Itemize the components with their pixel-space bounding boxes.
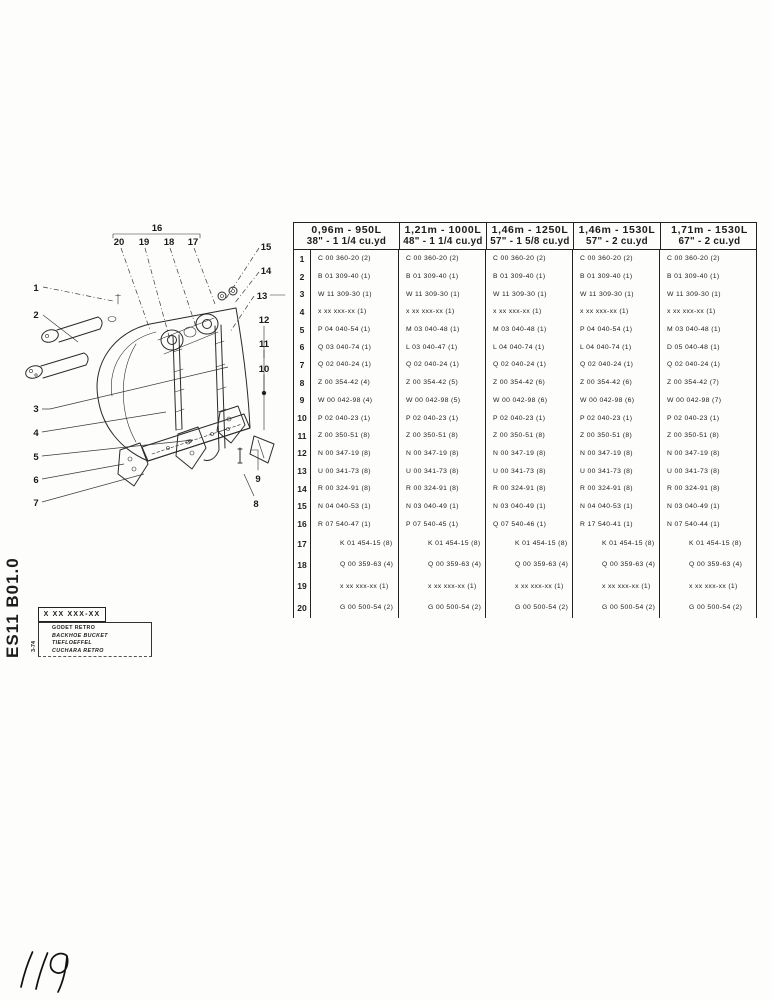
part-number-cell: x xx xxx-xx (1) — [659, 303, 755, 321]
table-row — [294, 392, 756, 410]
part-number-cell: x xx xxx-xx (1) — [572, 303, 659, 321]
part-number-cell: P 04 040-54 (1) — [572, 321, 659, 339]
row-number: 19 — [294, 576, 311, 597]
row-number: 13 — [294, 462, 311, 480]
part-number-cell: N 00 347-19 (8) — [398, 445, 485, 463]
size-column-header: 1,46m - 1250L 57" - 1 5/8 cu.yd — [486, 223, 573, 249]
table-row — [294, 409, 756, 427]
part-number-cell: K 01 454-15 (8) — [398, 533, 485, 554]
row-number: 2 — [294, 268, 311, 286]
clevis-pin-upper — [40, 317, 102, 344]
row-number: 17 — [294, 533, 311, 554]
part-number-cell: B 01 309-40 (1) — [318, 273, 371, 281]
parts-table-header — [293, 222, 757, 250]
part-number-cell: Q 02 040-24 (1) — [572, 356, 659, 374]
row-number: 10 — [294, 409, 311, 427]
callout-7: 7 — [33, 498, 39, 509]
size-column-header: 0,96m - 950L 38" - 1 1/4 cu.yd — [306, 224, 387, 247]
part-number-cell: B 01 309-40 (1) — [398, 268, 485, 286]
part-number-cell: D 05 040-48 (1) — [659, 338, 755, 356]
part-number-cell: Z 00 350-51 (8) — [318, 432, 371, 440]
part-number-cell: G 00 500-54 (2) — [572, 597, 659, 618]
part-number-cell: C 00 360-20 (2) — [485, 250, 572, 268]
row-number: 4 — [294, 303, 311, 321]
bucket-body — [97, 308, 250, 461]
part-number-cell: x xx xxx-xx (1) — [485, 576, 572, 597]
row-number: 6 — [294, 338, 311, 356]
part-number-cell: N 04 040-53 (1) — [572, 498, 659, 516]
part-number-cell: C 00 360-20 (2) — [398, 250, 485, 268]
part-number-cell: P 02 040-23 (1) — [318, 414, 371, 422]
table-row — [294, 597, 756, 618]
part-number-cell: Q 00 359-63 (4) — [659, 554, 755, 575]
row-number: 16 — [294, 515, 311, 533]
part-number-cell: W 11 309-30 (1) — [485, 285, 572, 303]
row-number: 3 — [294, 285, 311, 303]
part-number-cell: Q 07 540-46 (1) — [485, 515, 572, 533]
table-row — [294, 480, 756, 498]
part-number-cell: x xx xxx-xx (1) — [572, 576, 659, 597]
row-number: 15 — [294, 498, 311, 516]
part-number-cell: x xx xxx-xx (1) — [340, 582, 389, 590]
part-number-cell: W 00 042-98 (4) — [318, 396, 373, 404]
table-row — [294, 533, 756, 554]
row-number: 7 — [294, 356, 311, 374]
part-number-cell: N 04 040-53 (1) — [318, 502, 371, 510]
callout-15: 15 — [260, 242, 272, 253]
row-number: 11 — [294, 427, 311, 445]
part-number-cell: Z 00 350-51 (8) — [398, 427, 485, 445]
row-number: 20 — [294, 597, 311, 618]
part-number-cell: R 07 540-47 (1) — [318, 520, 371, 528]
part-number-cell: Z 00 350-51 (8) — [572, 427, 659, 445]
part-number-cell: Z 00 354-42 (5) — [398, 374, 485, 392]
part-number-cell: W 11 309-30 (1) — [659, 285, 755, 303]
callout-6: 6 — [33, 475, 39, 486]
part-number-cell: C 00 360-20 (2) — [659, 250, 755, 268]
part-number-cell: x xx xxx-xx (1) — [659, 576, 755, 597]
part-number-cell: W 00 042-98 (5) — [398, 392, 485, 410]
part-number-cell: Q 03 040-74 (1) — [318, 343, 372, 351]
callout-13: 13 — [256, 291, 268, 302]
part-number-cell: Z 00 354-42 (4) — [318, 379, 371, 387]
size-column-header: 1,21m - 1000L 48" - 1 1/4 cu.yd — [399, 223, 486, 249]
row-number: 9 — [294, 392, 311, 410]
table-row — [294, 250, 756, 268]
part-number-cell: K 01 454-15 (8) — [572, 533, 659, 554]
callout-18: 18 — [163, 237, 175, 248]
size-column-header: 1,71m - 1530L 67" - 2 cu.yd — [660, 223, 758, 249]
part-number-cell: R 00 324-91 (8) — [572, 480, 659, 498]
part-number-cell: U 00 341-73 (8) — [398, 462, 485, 480]
table-row — [294, 515, 756, 533]
table-row — [294, 498, 756, 516]
table-row — [294, 303, 756, 321]
part-number-cell: x xx xxx-xx (1) — [398, 576, 485, 597]
part-number-cell: W 00 042-98 (6) — [485, 392, 572, 410]
part-number-cell: N 03 040-49 (1) — [485, 498, 572, 516]
part-number-cell: B 01 309-40 (1) — [485, 268, 572, 286]
row-number: 18 — [294, 554, 311, 575]
part-number-cell: G 00 500-54 (2) — [485, 597, 572, 618]
part-number-cell: W 11 309-30 (1) — [572, 285, 659, 303]
table-row — [294, 462, 756, 480]
part-number-cell: P 02 040-23 (1) — [572, 409, 659, 427]
part-number-cell: Z 00 354-42 (6) — [485, 374, 572, 392]
part-name-box — [38, 622, 152, 657]
part-number-cell: N 07 540-44 (1) — [659, 515, 755, 533]
part-name-fr: GODET RETRO — [52, 625, 96, 631]
row-number: 1 — [294, 250, 311, 268]
part-number-cell: W 11 309-30 (1) — [318, 290, 372, 298]
parts-table-body — [293, 250, 757, 618]
row-number: 14 — [294, 480, 311, 498]
part-number-cell: Q 00 359-63 (4) — [398, 554, 485, 575]
part-number-cell: Q 00 359-63 (4) — [340, 561, 394, 569]
part-number-cell: P 07 540-45 (1) — [398, 515, 485, 533]
callout-9: 9 — [255, 474, 261, 485]
part-number-cell: Q 00 359-63 (4) — [572, 554, 659, 575]
part-number-cell: K 01 454-15 (8) — [485, 533, 572, 554]
part-number-cell: U 00 341-73 (8) — [659, 462, 755, 480]
table-row — [294, 427, 756, 445]
size-column-header: 1,46m - 1530L 57" - 2 cu.yd — [573, 223, 660, 249]
parts-table — [293, 222, 757, 618]
callout-8: 8 — [253, 499, 259, 510]
cutting-edge-and-teeth — [118, 406, 274, 486]
part-number-cell: K 01 454-15 (8) — [659, 533, 755, 554]
part-number-cell: W 00 042-98 (6) — [572, 392, 659, 410]
table-row — [294, 285, 756, 303]
hinge-assembly — [108, 287, 237, 354]
part-number-cell: K 01 454-15 (8) — [340, 540, 393, 548]
part-number-cell: x xx xxx-xx (1) — [318, 308, 367, 316]
part-name-es: CUCHARA RETRO — [52, 647, 104, 654]
part-number-cell: Z 00 354-42 (7) — [659, 374, 755, 392]
table-row — [294, 268, 756, 286]
callout-3: 3 — [33, 404, 39, 415]
callout-12: 12 — [258, 315, 270, 326]
handwritten-page-number — [6, 942, 86, 998]
row-number: 5 — [294, 321, 311, 339]
part-number-cell: Z 00 350-51 (8) — [659, 427, 755, 445]
part-name-en: BACKHOE BUCKET — [52, 632, 108, 639]
part-number-cell: R 00 324-91 (8) — [485, 480, 572, 498]
callout-4: 4 — [33, 428, 39, 439]
callout-19: 19 — [138, 237, 150, 248]
callout-17: 17 — [187, 237, 199, 248]
part-number-cell: M 03 040-48 (1) — [485, 321, 572, 339]
part-number-cell: R 00 324-91 (8) — [318, 485, 371, 493]
callout-5: 5 — [33, 452, 39, 463]
part-number-cell: N 00 347-19 (8) — [659, 445, 755, 463]
part-number-cell: B 01 309-40 (1) — [572, 268, 659, 286]
clevis-pin-lower — [24, 353, 88, 380]
part-number-cell: C 00 360-20 (2) — [318, 255, 371, 263]
part-number-cell: G 00 500-54 (2) — [659, 597, 755, 618]
part-number-cell: N 03 040-49 (1) — [398, 498, 485, 516]
part-number-cell: N 00 347-19 (8) — [485, 445, 572, 463]
part-number-cell: Z 00 350-51 (8) — [485, 427, 572, 445]
part-number-cell: R 00 324-91 (8) — [398, 480, 485, 498]
part-number-cell: B 01 309-40 (1) — [659, 268, 755, 286]
part-number-cell: L 04 040-74 (1) — [572, 338, 659, 356]
sheet-code: ES11 B01.0 — [3, 557, 22, 658]
part-number-cell: R 17 540-41 (1) — [572, 515, 659, 533]
part-number-cell: Q 02 040-24 (1) — [398, 356, 485, 374]
part-number-cell: P 02 040-23 (1) — [398, 409, 485, 427]
row-number: 8 — [294, 374, 311, 392]
callout-2: 2 — [33, 310, 39, 321]
part-number-cell: U 00 341-73 (8) — [485, 462, 572, 480]
table-row — [294, 576, 756, 597]
part-number-cell: P 02 040-23 (1) — [485, 409, 572, 427]
part-number-cell: N 03 040-49 (1) — [659, 498, 755, 516]
table-row — [294, 554, 756, 575]
part-number-cell: N 00 347-19 (8) — [572, 445, 659, 463]
callout-20: 20 — [113, 237, 125, 248]
part-number-cell: Q 00 359-63 (4) — [485, 554, 572, 575]
part-number-cell: G 00 500-54 (2) — [398, 597, 485, 618]
callout-1: 1 — [33, 283, 39, 294]
part-number-cell: Q 02 040-24 (1) — [485, 356, 572, 374]
callout-11: 11 — [258, 339, 270, 350]
table-row — [294, 445, 756, 463]
callout-10: 10 — [258, 364, 270, 375]
part-number-cell: M 03 040-48 (1) — [659, 321, 755, 339]
table-row — [294, 338, 756, 356]
part-number-cell: Q 02 040-24 (1) — [659, 356, 755, 374]
part-number-cell: Z 00 354-42 (6) — [572, 374, 659, 392]
part-number-cell: R 00 324-91 (8) — [659, 480, 755, 498]
table-row — [294, 321, 756, 339]
part-name-de: TIEFLOEFFEL — [52, 640, 93, 647]
callout-14: 14 — [260, 266, 272, 277]
part-number-cell: L 03 040-47 (1) — [398, 338, 485, 356]
row-number: 12 — [294, 445, 311, 463]
part-number-cell: Q 02 040-24 (1) — [318, 361, 372, 369]
callout-group-16: 16 — [151, 223, 163, 234]
part-number-cell: P 04 040-54 (1) — [318, 326, 371, 334]
part-number-cell: L 04 040-74 (1) — [485, 338, 572, 356]
part-number-cell: U 00 341-73 (8) — [572, 462, 659, 480]
table-row — [294, 356, 756, 374]
part-number-mask-box: X XX XXX-XX — [38, 607, 106, 622]
revision-date: 3-74 — [31, 640, 37, 652]
bucket-exploded-diagram — [18, 212, 288, 524]
part-number-cell: W 00 042-98 (7) — [659, 392, 755, 410]
part-number-cell: x xx xxx-xx (1) — [485, 303, 572, 321]
part-number-cell: C 00 360-20 (2) — [572, 250, 659, 268]
part-number-cell: G 00 500-54 (2) — [340, 604, 394, 612]
part-number-cell: U 00 341-73 (8) — [318, 467, 371, 475]
table-row — [294, 374, 756, 392]
part-number-cell: N 00 347-19 (8) — [318, 449, 371, 457]
part-number-cell: W 11 309-30 (1) — [398, 285, 485, 303]
part-number-cell: M 03 040-48 (1) — [398, 321, 485, 339]
part-number-cell: x xx xxx-xx (1) — [398, 303, 485, 321]
part-number-cell: P 02 040-23 (1) — [659, 409, 755, 427]
